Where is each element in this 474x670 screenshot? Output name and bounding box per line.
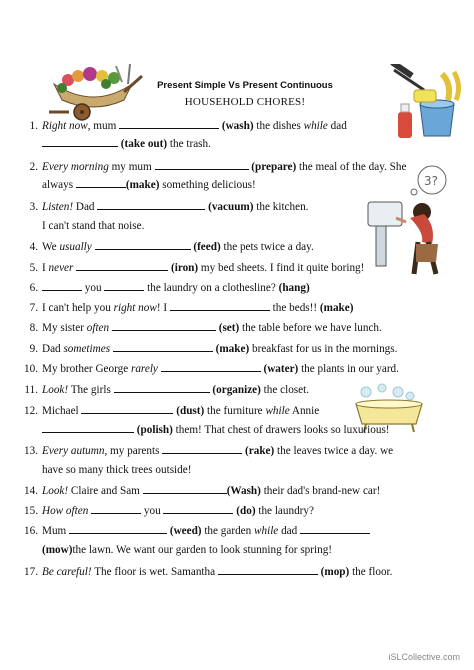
answer-blank[interactable] xyxy=(112,321,216,331)
sentence-text: the laundry? xyxy=(258,505,314,517)
exercise-10 xyxy=(16,362,446,376)
sentence-text: I can't help you xyxy=(42,302,111,314)
time-expression: right now xyxy=(113,302,157,314)
exercise-6 xyxy=(16,281,446,295)
sentence-text: Dad xyxy=(75,201,95,213)
frequency-adverb: usually xyxy=(59,241,92,253)
answer-blank[interactable] xyxy=(69,524,167,534)
conjunction: while xyxy=(254,525,279,537)
time-expression: Every morning xyxy=(42,161,109,173)
exercise-5 xyxy=(16,261,446,275)
verb-hint: (weed) xyxy=(169,525,202,537)
verb-hint: (organize) xyxy=(212,384,261,396)
answer-blank[interactable] xyxy=(218,565,318,575)
verb-hint: (take out) xyxy=(120,138,168,150)
exercise-8 xyxy=(16,321,446,335)
exercise-number: 13. xyxy=(24,445,38,457)
answer-blank[interactable] xyxy=(42,423,134,433)
sentence-text: , my parents xyxy=(104,445,160,457)
frequency-adverb: never xyxy=(48,262,74,274)
exercise-number: 6. xyxy=(29,282,38,294)
exercise-number: 10. xyxy=(24,363,38,375)
exercise-number: 7. xyxy=(29,302,38,314)
sentence-text: the floor. xyxy=(352,566,393,578)
exercise-11 xyxy=(16,383,446,397)
exercise-16 xyxy=(16,524,446,538)
sentence-text: them! That chest of drawers looks so luxurious! xyxy=(175,424,390,436)
exercise-number: 15. xyxy=(24,505,38,517)
verb-hint: (make) xyxy=(215,343,250,355)
exercise-7 xyxy=(16,301,446,315)
worksheet-subtitle: HOUSEHOLD CHORES! xyxy=(184,96,306,108)
worksheet-title: Present Simple Vs Present Continuous xyxy=(157,80,333,91)
warning-phrase: Be careful! xyxy=(42,566,92,578)
time-expression: Every autumn xyxy=(42,445,105,457)
verb-hint: (set) xyxy=(218,322,240,334)
verb-hint: (rake) xyxy=(245,445,275,457)
sentence-text: The girls xyxy=(70,384,111,396)
verb-hint: (do) xyxy=(236,505,256,517)
sentence-text: the closet. xyxy=(263,384,310,396)
exercise-number: 5. xyxy=(29,262,38,274)
time-expression: Listen! xyxy=(42,201,74,213)
verb-hint: (vacuum) xyxy=(208,201,254,213)
answer-blank[interactable] xyxy=(76,261,168,271)
exercise-2-continued xyxy=(42,178,256,191)
exercise-2 xyxy=(16,160,446,174)
time-expression: Look! xyxy=(42,485,69,497)
sentence-text: Mum xyxy=(42,525,67,537)
svg-text:3?: 3? xyxy=(424,174,439,188)
exercise-number: 8. xyxy=(29,322,38,334)
verb-hint: (hang) xyxy=(278,282,310,294)
sentence-text: the table before we have lunch. xyxy=(242,322,382,334)
question-phrase: How often xyxy=(42,505,89,517)
verb-hint: (iron) xyxy=(170,262,199,274)
answer-blank[interactable] xyxy=(170,301,270,311)
sentence-text: dad xyxy=(281,525,298,537)
sentence-text: My sister xyxy=(42,322,84,334)
exercise-number: 9. xyxy=(29,343,38,355)
cleaning-supplies-clipart xyxy=(384,64,468,146)
exercise-17 xyxy=(16,565,446,579)
exercise-14 xyxy=(16,484,446,498)
answer-blank[interactable] xyxy=(163,504,233,514)
sentence-text: my mum xyxy=(111,161,152,173)
site-watermark: iSLCollective.com xyxy=(388,652,460,662)
exercise-15 xyxy=(16,504,446,518)
sentence-text: the dishes xyxy=(256,120,301,132)
exercise-number: 14. xyxy=(24,485,38,497)
answer-blank[interactable] xyxy=(119,119,219,129)
answer-blank[interactable] xyxy=(300,524,370,534)
sentence-text: their dad's brand-new car! xyxy=(263,485,381,497)
sentence-text: The floor is wet. Samantha xyxy=(94,566,216,578)
sentence-text: , mum xyxy=(87,120,117,132)
exercise-12-continued xyxy=(42,423,390,436)
answer-blank[interactable] xyxy=(91,504,141,514)
exercise-9 xyxy=(16,342,446,356)
sentence-text: you xyxy=(84,282,102,294)
time-expression: Look! xyxy=(42,384,69,396)
verb-hint: (wash) xyxy=(221,120,254,132)
sentence-text: something delicious! xyxy=(162,179,256,191)
frequency-adverb: sometimes xyxy=(63,343,111,355)
sentence-text: the garden xyxy=(204,525,252,537)
frequency-adverb: rarely xyxy=(130,363,158,375)
exercise-16-continued xyxy=(42,544,332,556)
sentence-text: I can't stand that noise. xyxy=(42,220,145,232)
answer-blank[interactable] xyxy=(113,342,213,352)
exercise-13 xyxy=(16,444,446,458)
exercise-number: 12. xyxy=(24,405,38,417)
sentence-text: the leaves twice a day. we xyxy=(277,445,394,457)
exercise-number: 17. xyxy=(24,566,38,578)
sentence-text: the meal of the day. She xyxy=(299,161,407,173)
answer-blank[interactable] xyxy=(42,281,82,291)
answer-blank[interactable] xyxy=(114,383,210,393)
sentence-text: my bed sheets. I find it quite boring! xyxy=(200,262,365,274)
exercise-1 xyxy=(16,119,446,133)
sentence-text: the laundry on a clothesline? xyxy=(147,282,276,294)
sentence-text: We xyxy=(42,241,57,253)
exercise-13-continued xyxy=(42,464,191,476)
sentence-text: the pets twice a day. xyxy=(223,241,314,253)
answer-blank[interactable] xyxy=(161,362,261,372)
answer-blank[interactable] xyxy=(97,200,205,210)
exercise-4 xyxy=(16,240,446,254)
exercise-3-continued xyxy=(42,220,144,232)
wheelbarrow-flowers-clipart xyxy=(44,62,144,122)
exercise-1-continued xyxy=(42,137,211,150)
exercise-number: 1. xyxy=(29,120,38,132)
verb-hint: (polish) xyxy=(136,424,173,436)
sentence-text: Annie xyxy=(291,405,320,417)
sentence-text: ! I xyxy=(156,302,168,314)
answer-blank[interactable] xyxy=(155,160,249,170)
verb-hint: (feed) xyxy=(193,241,221,253)
answer-blank[interactable] xyxy=(42,137,118,147)
answer-blank[interactable] xyxy=(104,281,144,291)
sentence-text: the trash. xyxy=(169,138,211,150)
exercise-12 xyxy=(16,404,446,418)
exercise-number: 11. xyxy=(24,384,38,396)
conjunction: while xyxy=(265,405,290,417)
sentence-text: the furniture xyxy=(207,405,263,417)
exercise-number: 3. xyxy=(29,201,38,213)
verb-hint: (make) xyxy=(319,302,354,314)
sentence-text: the beds!! xyxy=(272,302,318,314)
sentence-text: Michael xyxy=(42,405,79,417)
exercise-number: 16. xyxy=(24,525,38,537)
sentence-text: I xyxy=(42,262,46,274)
verb-hint: (Wash) xyxy=(226,485,261,497)
sentence-text: My brother George xyxy=(42,363,129,375)
sentence-text: the plants in our yard. xyxy=(301,363,399,375)
answer-blank[interactable] xyxy=(81,404,173,414)
sentence-text: the lawn. We want our garden to look stunning for spring! xyxy=(72,544,333,556)
verb-hint: (mow) xyxy=(42,544,73,556)
sentence-text: you xyxy=(143,505,161,517)
conjunction: while xyxy=(303,120,328,132)
answer-blank[interactable] xyxy=(95,240,191,250)
sentence-text: always xyxy=(42,179,74,191)
answer-blank[interactable] xyxy=(143,484,227,494)
sentence-text: Claire and Sam xyxy=(70,485,140,497)
answer-blank[interactable] xyxy=(76,178,126,188)
sentence-text: dad xyxy=(330,120,347,132)
time-expression: Right now xyxy=(42,120,88,132)
sentence-text: Dad xyxy=(42,343,61,355)
answer-blank[interactable] xyxy=(162,444,242,454)
exercise-number: 2. xyxy=(29,161,38,173)
sentence-text: have so many thick trees outside! xyxy=(42,464,192,476)
verb-hint: (water) xyxy=(263,363,299,375)
sentence-text: breakfast for us in the mornings. xyxy=(252,343,398,355)
verb-hint: (mop) xyxy=(320,566,350,578)
verb-hint: (prepare) xyxy=(251,161,297,173)
verb-hint: (make) xyxy=(125,179,160,191)
verb-hint: (dust) xyxy=(176,405,205,417)
frequency-adverb: often xyxy=(86,322,110,334)
sentence-text: the kitchen. xyxy=(256,201,309,213)
exercise-number: 4. xyxy=(29,241,38,253)
exercise-3 xyxy=(16,200,446,214)
